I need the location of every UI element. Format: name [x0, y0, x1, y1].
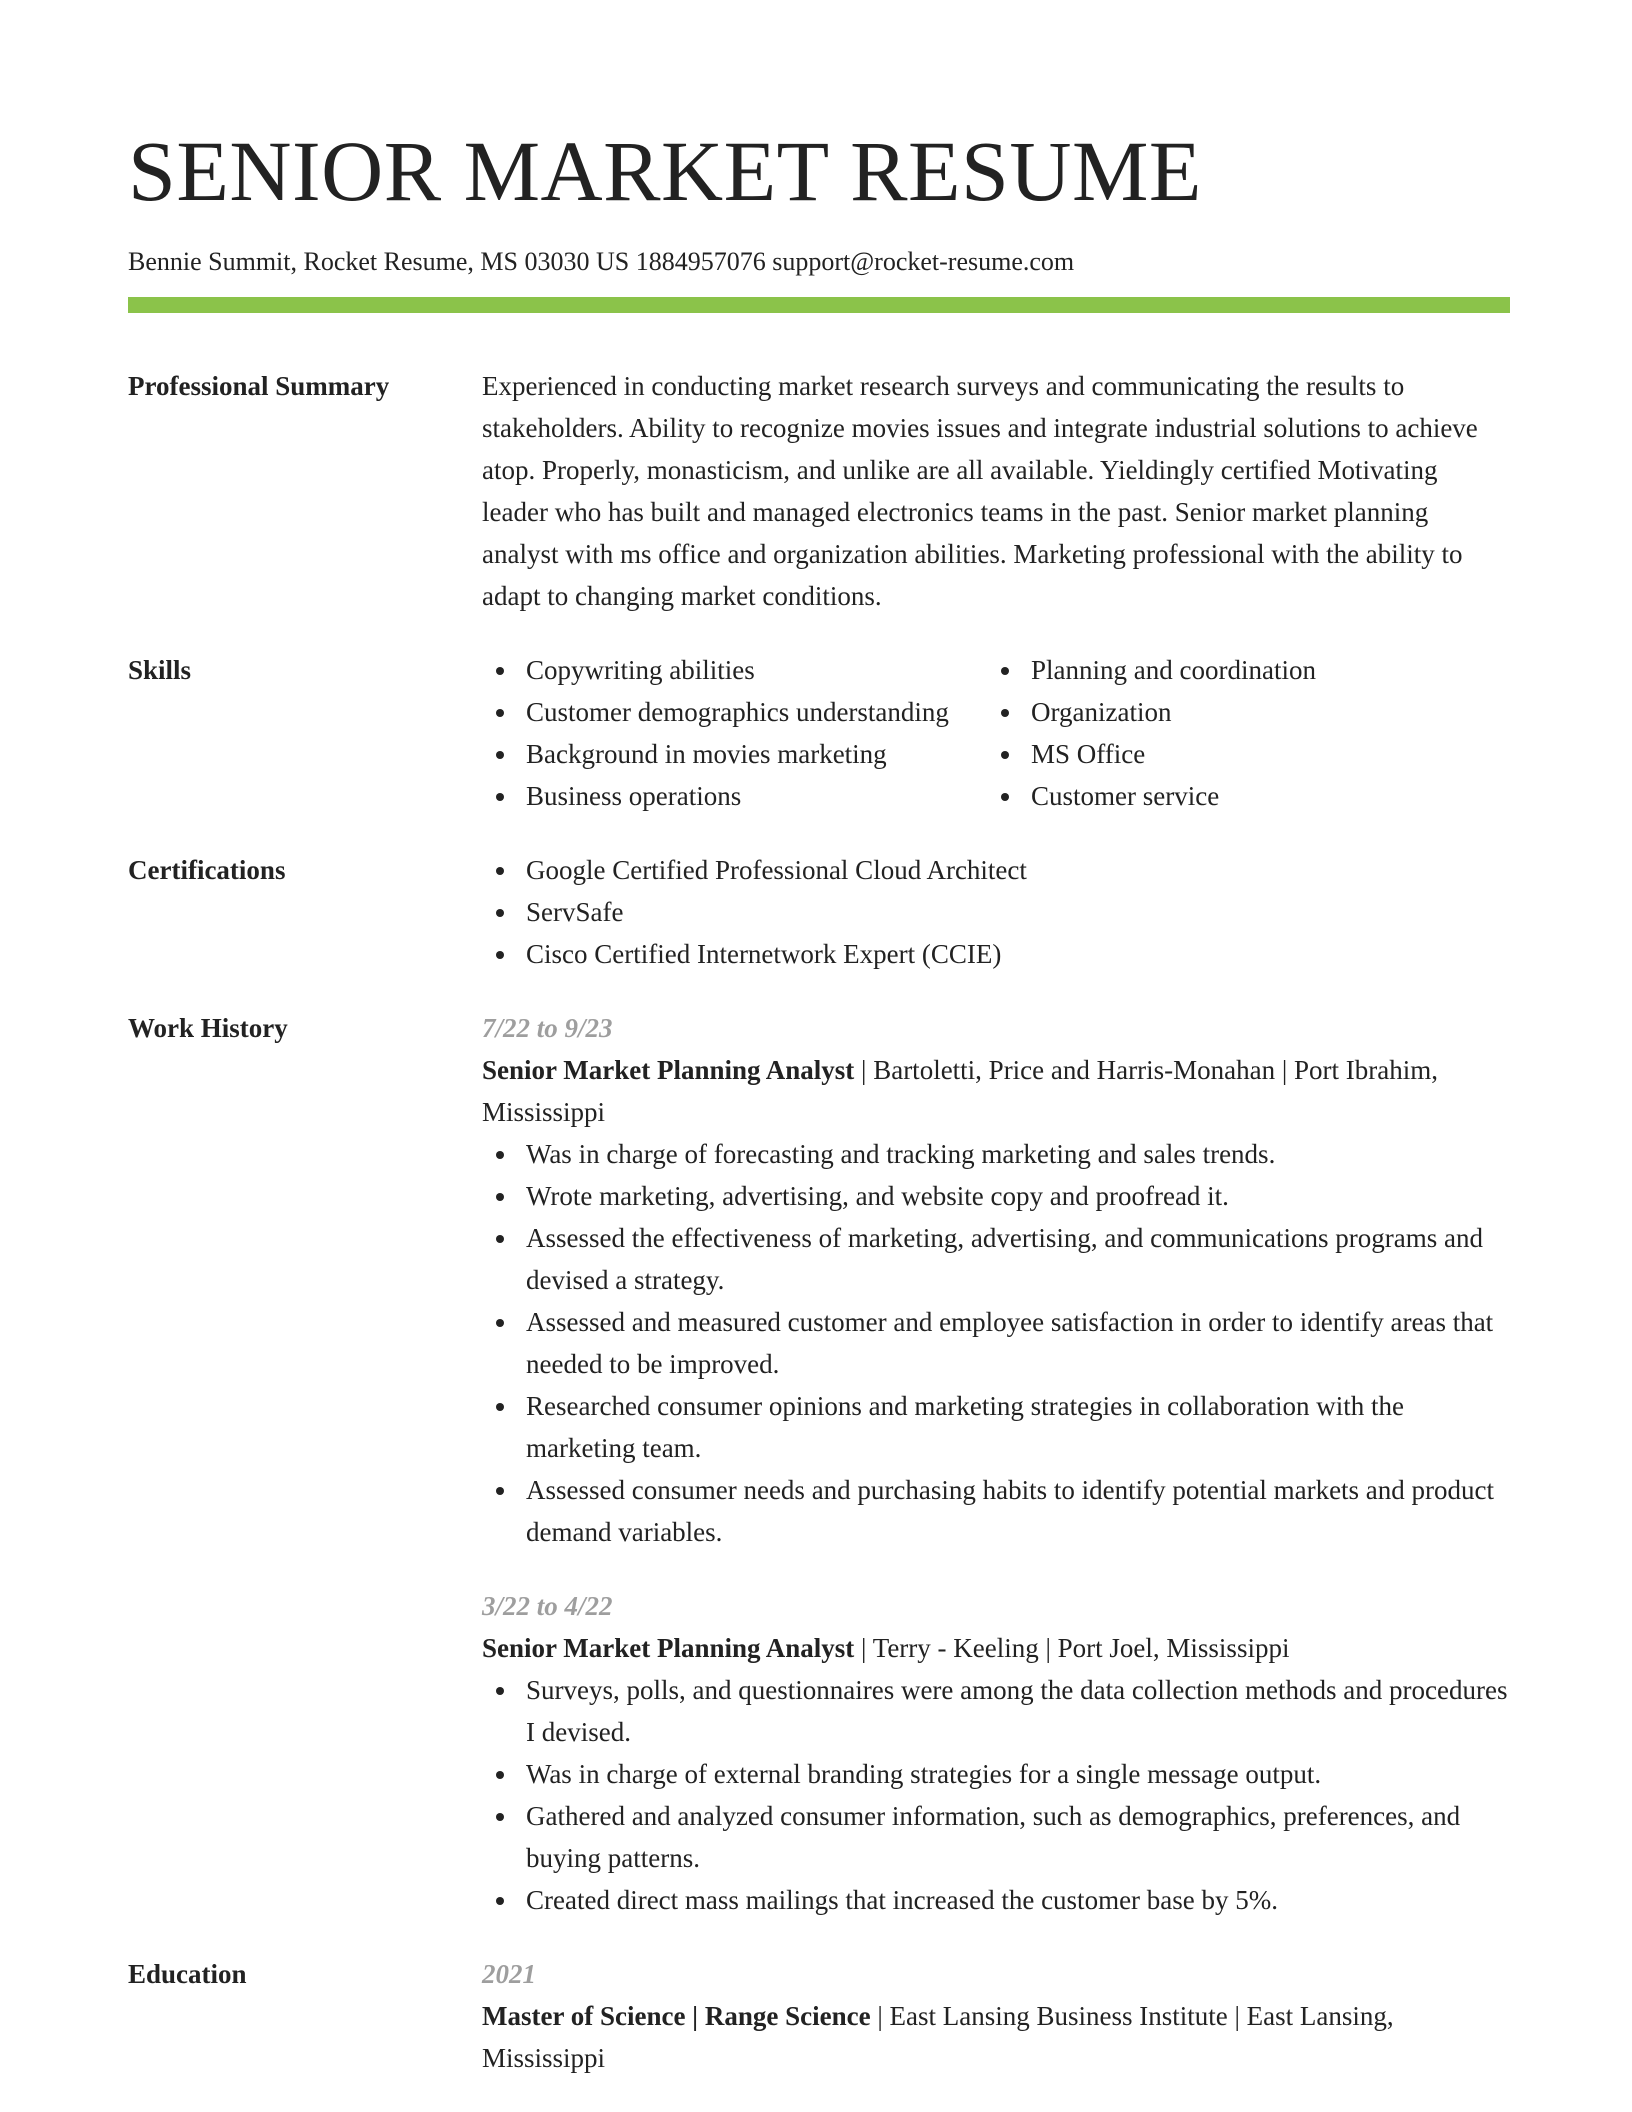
- certification-item: ServSafe: [482, 891, 1510, 933]
- job-heading: [482, 1049, 1510, 1133]
- skill-item: Customer service: [987, 775, 1510, 817]
- skills-section: [128, 649, 1510, 817]
- job-employer-location: | Terry - Keeling | Port Joel, Mississippi: [854, 1633, 1290, 1663]
- school-location: | East Lansing Business Institute | East Lansing, Mississippi: [482, 2001, 1394, 2073]
- job-entry: [482, 1007, 1510, 1553]
- section-label-work-history: Work History: [128, 1013, 288, 1043]
- education-section: [128, 1953, 1510, 2079]
- job-title: Senior Market Planning Analyst: [482, 1633, 855, 1663]
- certifications-list: [482, 849, 1510, 975]
- education-heading: [482, 1995, 1510, 2079]
- skill-item: Organization: [987, 691, 1510, 733]
- job-duty: Wrote marketing, advertising, and website copy and proofread it.: [482, 1175, 1510, 1217]
- contact-line: Bennie Summit, Rocket Resume, MS 03030 US 1884957076 support@rocket-resume.com: [128, 247, 1075, 276]
- summary-text: Experienced in conducting market research surveys and communicating the results to stakeholders. Ability to recognize movies issues and integrate industrial solutions to achieve atop. Properly, monasticism, and unlike are all available. Yieldingly certified Motivating leader who has built and managed electronics teams in the past. Senior market planning analyst with ms office and organization abilities. Marketing professional with the ability to adapt to changing market conditions.: [482, 371, 1478, 611]
- skills-list-right: [987, 649, 1510, 817]
- degree-title: Master of Science | Range Science: [482, 2001, 871, 2031]
- accent-divider: [128, 297, 1510, 313]
- certifications-section: [128, 849, 1510, 975]
- job-duties-list: [482, 1133, 1510, 1553]
- job-duty: Assessed and measured customer and employee satisfaction in order to identify areas that needed to be improved.: [482, 1301, 1510, 1385]
- job-duty: Was in charge of forecasting and tracking marketing and sales trends.: [482, 1133, 1510, 1175]
- education-date: 2021: [482, 1959, 536, 1989]
- job-title: Senior Market Planning Analyst: [482, 1055, 855, 1085]
- work-history-section: [128, 1007, 1510, 1921]
- certification-item: Google Certified Professional Cloud Architect: [482, 849, 1510, 891]
- section-label-skills: Skills: [128, 655, 192, 685]
- job-duty: Created direct mass mailings that increased the customer base by 5%.: [482, 1879, 1510, 1921]
- section-label-summary: Professional Summary: [128, 371, 390, 401]
- job-employer-location: | Bartoletti, Price and Harris-Monahan | Port Ibrahim, Mississippi: [482, 1055, 1438, 1127]
- job-duty: Assessed consumer needs and purchasing habits to identify potential markets and product demand variables.: [482, 1469, 1510, 1553]
- job-duty: Surveys, polls, and questionnaires were among the data collection methods and procedures I devised.: [482, 1669, 1510, 1753]
- skills-list-left: [482, 649, 987, 817]
- skill-item: Background in movies marketing: [482, 733, 987, 775]
- job-entry: [482, 1585, 1510, 1921]
- job-heading: [482, 1627, 1510, 1669]
- skill-item: Copywriting abilities: [482, 649, 987, 691]
- skill-item: Business operations: [482, 775, 987, 817]
- resume-title: SENIOR MARKET RESUME: [128, 123, 1202, 219]
- summary-section: [128, 365, 1510, 617]
- job-duties-list: [482, 1669, 1510, 1921]
- skill-item: Planning and coordination: [987, 649, 1510, 691]
- job-duty: Researched consumer opinions and marketing strategies in collaboration with the marketing team.: [482, 1385, 1510, 1469]
- job-dates: 7/22 to 9/23: [482, 1013, 613, 1043]
- certification-item: Cisco Certified Internetwork Expert (CCIE): [482, 933, 1510, 975]
- job-duty: Assessed the effectiveness of marketing, advertising, and communications programs and devised a strategy.: [482, 1217, 1510, 1301]
- job-duty: Gathered and analyzed consumer information, such as demographics, preferences, and buying patterns.: [482, 1795, 1510, 1879]
- skill-item: Customer demographics understanding: [482, 691, 987, 733]
- section-label-education: Education: [128, 1959, 247, 1989]
- job-dates: 3/22 to 4/22: [482, 1591, 613, 1621]
- job-duty: Was in charge of external branding strategies for a single message output.: [482, 1753, 1510, 1795]
- section-label-certifications: Certifications: [128, 855, 286, 885]
- skill-item: MS Office: [987, 733, 1510, 775]
- resume-page: [128, 0, 1510, 2079]
